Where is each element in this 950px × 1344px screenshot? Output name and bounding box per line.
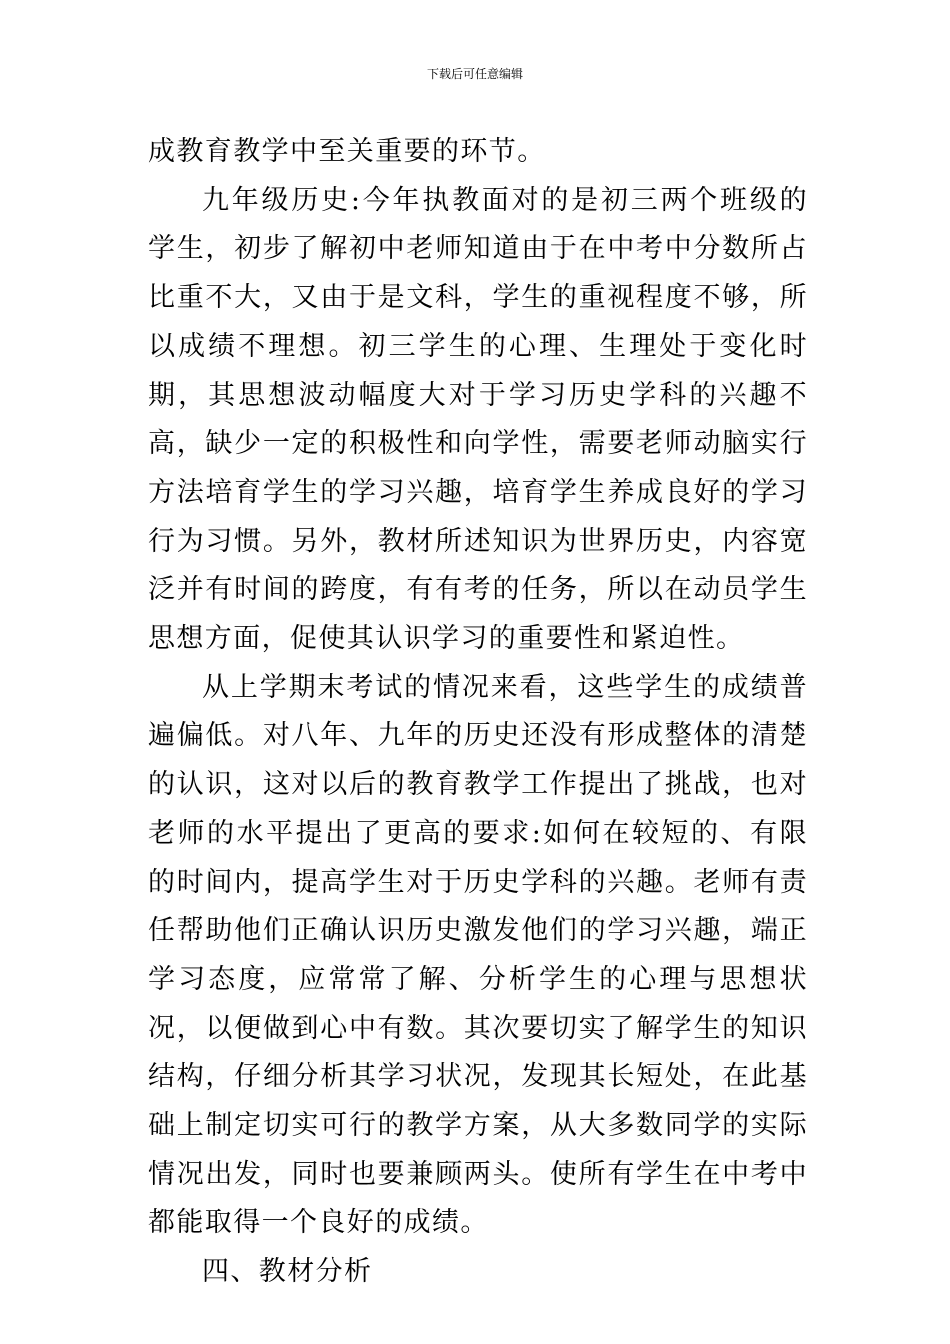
paragraph-continuation: 成教育教学中至关重要的环节。 <box>148 136 546 167</box>
paragraph-grade9-history: 九年级历史:今年执教面对的是初三两个班级的学生，初步了解初中老师知道由于在中考中分数所占比重不大，又由于是文科，学生的重视程度不够，所以成绩不理想。初三学生的心理、生理处于变化时期，其思想波动幅度大对于学习历史学科的兴趣不高，缺少一定的积极性和向学性，需要老师动脑实行方法培育学生的学习兴趣，培育学生养成良好的学习行为习惯。另外，教材所述知识为世界历史，内容宽泛并有时间的跨度，有有考的任务，所以在动员学生思想方面，促使其认识学习的重要性和紧迫性。 <box>148 184 808 655</box>
document-body <box>148 128 808 1297</box>
section-heading-textbook-analysis: 四、教材分析 <box>202 1256 373 1288</box>
paragraph-exam-analysis: 从上学期末考试的情况来看，这些学生的成绩普遍偏低。对八年、九年的历史还没有形成整体的清楚的认识，这对以后的教育教学工作提出了挑战，也对老师的水平提出了更高的要求:如何在较短的、有限的时间内，提高学生对于历史学科的兴趣。老师有责任帮助他们正确认识历史激发他们的学习兴趣，端正学习态度，应常常了解、分析学生的心理与思想状况，以便做到心中有数。其次要切实了解学生的知识结构，仔细分析其学习状况，发现其长短处，在此基础上制定切实可行的教学方案，从大多数同学的实际情况出发，同时也要兼顾两头。使所有学生在中考中都能取得一个良好的成绩。 <box>148 671 808 1239</box>
page-header <box>0 66 950 82</box>
header-note: 下载后可任意编辑 <box>426 67 523 81</box>
